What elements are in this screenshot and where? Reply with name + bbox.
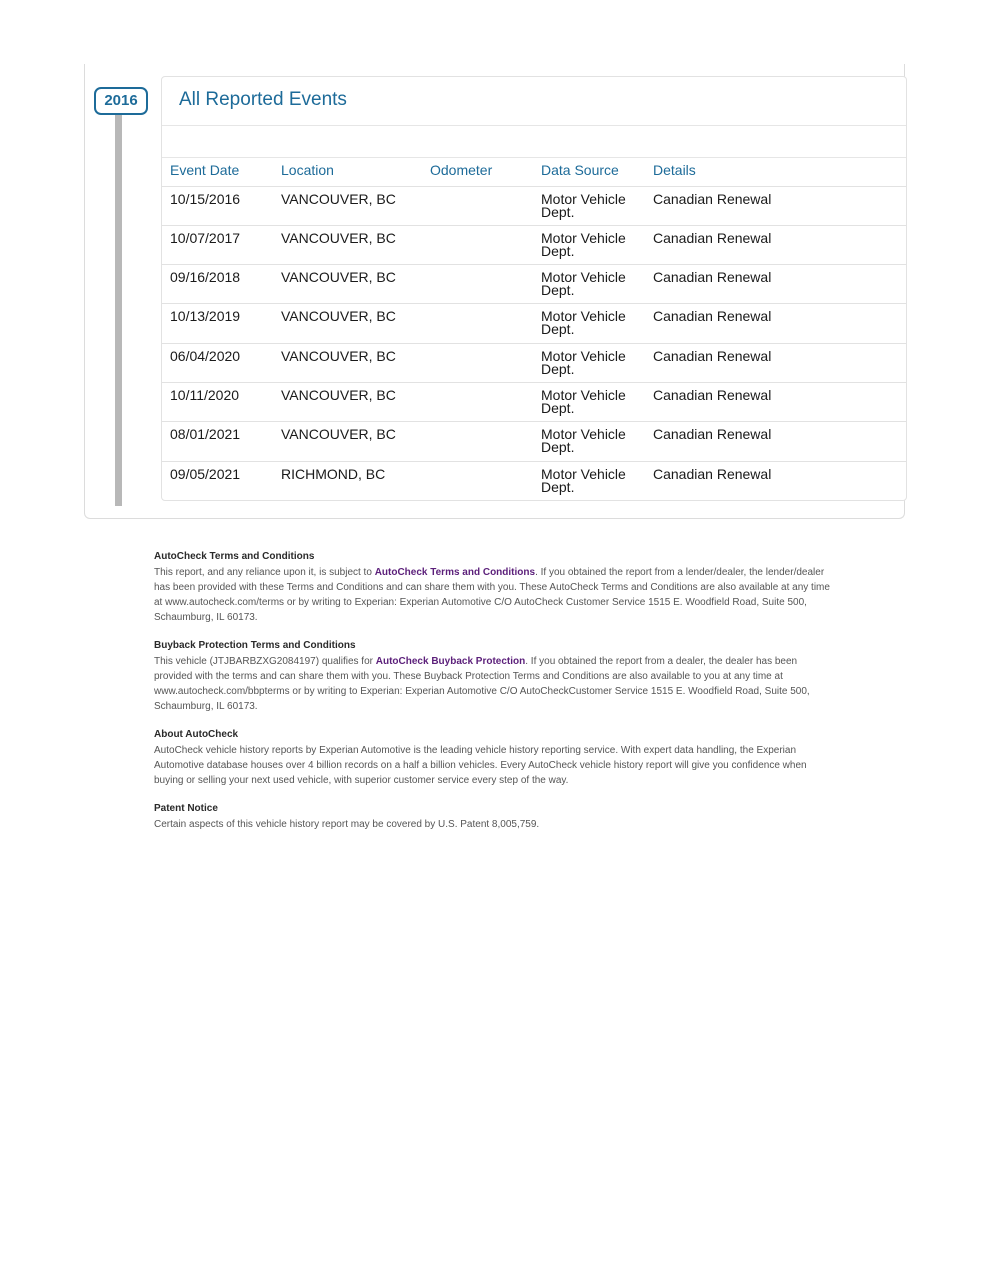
event-date: 10/13/2019 [162,304,273,343]
table-row [162,225,907,264]
patent-text: Certain aspects of this vehicle history report may be covered by U.S. Patent 8,005,759. [154,819,540,830]
terms-text [154,565,834,625]
buyback-text-before: This vehicle (JTJBARBZXG2084197) qualifies for [154,656,376,667]
table-row [162,382,907,421]
table-row [162,461,907,500]
patent-heading: Patent Notice [154,803,218,814]
event-data-source: Motor Vehicle Dept. [533,422,645,461]
table-row [162,343,907,382]
event-location: VANCOUVER, BC [273,422,422,461]
event-details: Canadian Renewal [645,382,907,421]
event-date: 09/05/2021 [170,465,241,482]
terms-heading: AutoCheck Terms and Conditions [154,551,315,562]
timeline-bar [115,115,122,506]
event-location: VANCOUVER, BC [273,265,422,304]
table-row [162,304,907,343]
buyback-link[interactable]: AutoCheck Buyback Protection [375,656,526,667]
event-details: Canadian Renewal [645,422,907,461]
event-details: Canadian Renewal [645,186,907,225]
column-header-odometer: Odometer [422,158,533,186]
table-row [162,265,907,304]
footer-notices [154,549,834,845]
event-data-source: Motor Vehicle Dept. [533,343,645,382]
event-location: RICHMOND, BC [281,465,386,482]
buyback-text-after: . If you obtained the report from a dealer, the dealer has been provided with the terms and can share them with you. These Buyback Protection Terms and Conditions are also available to you at any time at www.autocheck.com/bbpterms or by writing to Experian: Experian Automotive C/O AutoCheckCustomer Service 1515 E. Woodfield Road, Suite 500, Schaumburg, IL 60173. [154,656,810,712]
divider [162,125,906,126]
column-header-event-date: Event Date [162,158,273,186]
event-odometer [422,422,533,461]
column-header-location: Location [273,158,422,186]
event-details: Canadian Renewal [645,225,907,264]
event-data-source: Motor Vehicle Dept. [541,465,626,495]
event-date: 10/11/2020 [162,382,273,421]
event-location: VANCOUVER, BC [273,382,422,421]
event-location: VANCOUVER, BC [273,186,422,225]
event-odometer [422,343,533,382]
event-odometer [422,382,533,421]
about-heading: About AutoCheck [154,729,239,740]
terms-text-after: . If you obtained the report from a lender/dealer, the lender/dealer has been provided with these Terms and Conditions and can share them with you. These AutoCheck Terms and Conditions are also available at any time at www.autocheck.com/terms or by writing to Experian: Experian Automotive C/O AutoCheck Customer Service 1515 E. Woodfield Road, Suite 500, Schaumburg, IL 60173. [154,567,830,623]
year-badge: 2016 [94,87,148,115]
event-location: VANCOUVER, BC [273,225,422,264]
event-location: VANCOUVER, BC [273,343,422,382]
event-odometer [422,186,533,225]
event-data-source: Motor Vehicle Dept. [533,304,645,343]
event-data-source: Motor Vehicle Dept. [533,382,645,421]
buyback-text [154,654,834,714]
event-date: 09/16/2018 [162,265,273,304]
event-details: Canadian Renewal [645,304,907,343]
column-header-data-source: Data Source [533,158,645,186]
events-title: All Reported Events [179,89,347,110]
event-location: VANCOUVER, BC [273,304,422,343]
event-details: Canadian Renewal [653,465,772,482]
event-data-source: Motor Vehicle Dept. [533,265,645,304]
table-header-row [162,158,907,186]
event-details: Canadian Renewal [645,265,907,304]
table-row [162,186,907,225]
event-odometer [422,304,533,343]
events-card [161,76,907,501]
buyback-heading: Buyback Protection Terms and Conditions [154,640,356,651]
terms-text-before: This report, and any reliance upon it, is subject to [154,567,375,578]
event-date: 10/07/2017 [162,225,273,264]
events-table [162,158,907,500]
event-date: 06/04/2020 [162,343,273,382]
about-text: AutoCheck vehicle history reports by Experian Automotive is the leading vehicle history reporting service. With expert data handling, the Experian Automotive database houses over 4 billion records on a half a billion vehicles. Every AutoCheck vehicle history report will give you confidence when buying or selling your next used vehicle, with superior customer service every step of the way. [154,745,807,786]
column-header-details: Details [645,158,907,186]
event-data-source: Motor Vehicle Dept. [533,186,645,225]
event-odometer [422,225,533,264]
table-row [162,422,907,461]
event-details: Canadian Renewal [645,343,907,382]
event-odometer [422,265,533,304]
event-data-source: Motor Vehicle Dept. [533,225,645,264]
event-date: 08/01/2021 [162,422,273,461]
event-date: 10/15/2016 [162,186,273,225]
event-odometer [422,461,533,500]
terms-link[interactable]: AutoCheck Terms and Conditions [374,567,536,578]
